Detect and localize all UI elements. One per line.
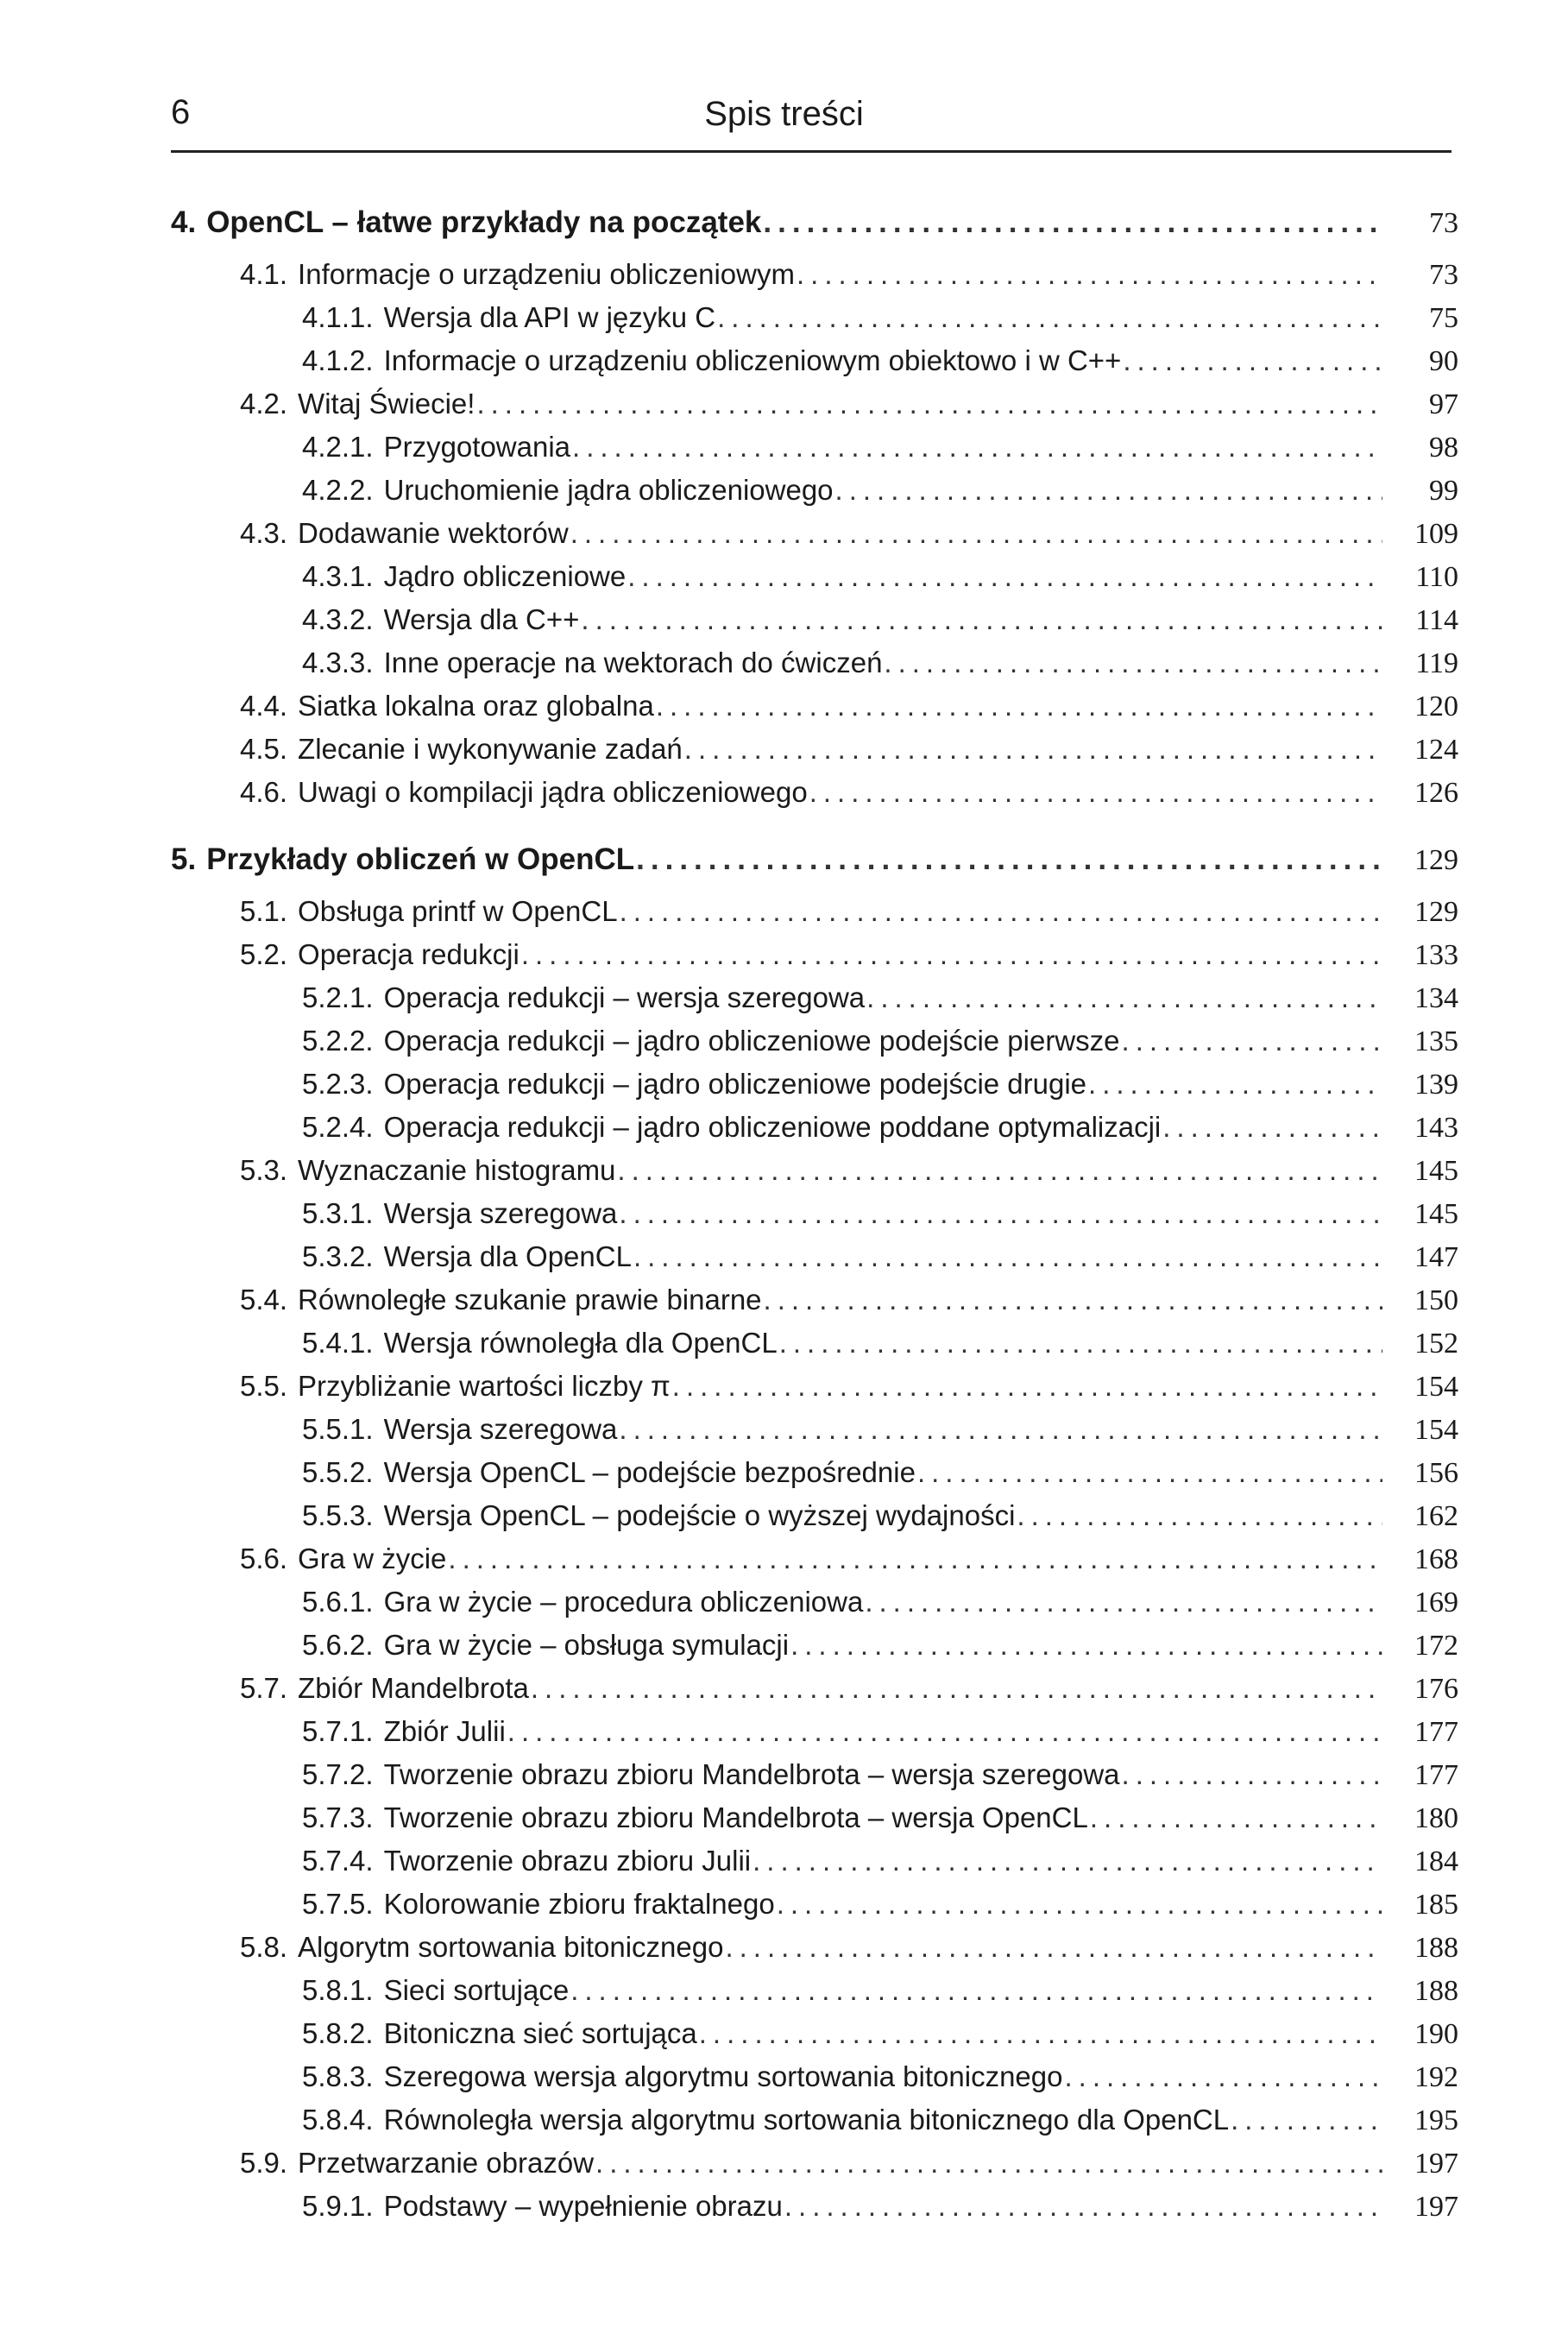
dot-leader: [790, 1626, 1382, 1664]
toc-entry-page: 190: [1414, 2018, 1458, 2050]
toc-subsection-entry: [302, 1842, 1458, 1881]
toc-entry-number: 5.5.: [240, 1370, 288, 1402]
toc-subsection-entry: [302, 342, 1458, 381]
dot-leader: [1065, 2058, 1383, 2096]
toc-entry-title: Dodawanie wektorów: [298, 517, 569, 549]
toc-entry-number: 4.5.: [240, 733, 288, 765]
toc-entry-number: 5.8.3.: [302, 2060, 374, 2092]
dot-leader: [699, 2015, 1382, 2053]
toc-subsection-entry: [302, 1497, 1458, 1536]
toc-entry-number: 4.3.2.: [302, 603, 374, 635]
dot-leader: [725, 1928, 1382, 1966]
dot-leader: [1088, 1065, 1382, 1103]
toc-entry-number: 5.7.2.: [302, 1758, 374, 1790]
toc-entry-page: 192: [1414, 2061, 1458, 2093]
toc-entry-number: 5.9.1.: [302, 2190, 374, 2222]
toc-entry-number: 5.: [171, 842, 197, 876]
toc-section-entry: [240, 1928, 1458, 1967]
toc-entry-page: 152: [1414, 1328, 1458, 1360]
toc-subsection-entry: [302, 1972, 1458, 2010]
dot-leader: [777, 1885, 1382, 1923]
toc-entry-number: 4.2.2.: [302, 474, 374, 506]
toc-section-entry: [240, 1367, 1458, 1406]
toc-section-entry: [240, 936, 1458, 975]
dot-leader: [835, 471, 1382, 509]
toc-entry-title: Algorytm sortowania bitonicznego: [298, 1931, 724, 1963]
dot-leader: [570, 514, 1382, 552]
toc-section-entry: [240, 1669, 1458, 1708]
toc-entry-title: Wersja dla API w języku C: [383, 301, 716, 333]
toc-entry-number: 4.: [171, 205, 197, 239]
toc-subsection-entry: [302, 1583, 1458, 1622]
toc-entry-title: Operacja redukcji – jądro obliczeniowe podejście pierwsze: [383, 1025, 1120, 1057]
dot-leader: [531, 1669, 1382, 1707]
toc-entry-title: OpenCL – łatwe przykłady na początek: [206, 205, 762, 239]
dot-leader: [753, 1842, 1382, 1880]
toc-entry-number: 5.2.4.: [302, 1111, 374, 1143]
dot-leader: [672, 1367, 1382, 1405]
dot-leader: [619, 1410, 1382, 1448]
toc-entry-page: 97: [1429, 388, 1458, 420]
toc-entry-page: 154: [1414, 1414, 1458, 1446]
toc-entry-title: Uwagi o kompilacji jądra obliczeniowego: [298, 776, 808, 808]
dot-leader: [809, 773, 1382, 811]
toc-section-entry: [240, 1281, 1458, 1320]
toc-entry-title: Zbiór Mandelbrota: [298, 1672, 529, 1704]
toc-entry-page: 110: [1415, 561, 1458, 593]
dot-leader: [779, 1324, 1382, 1362]
toc-subsection-entry: [302, 644, 1458, 683]
dot-leader: [595, 2144, 1382, 2182]
toc-subsection-entry: [302, 1410, 1458, 1449]
toc-subsection-entry: [302, 1022, 1458, 1061]
toc-entry-title: Operacja redukcji – wersja szeregowa: [383, 981, 866, 1013]
toc-subsection-entry: [302, 1885, 1458, 1924]
toc-entry-title: Inne operacje na wektorach do ćwiczeń: [383, 647, 883, 678]
dot-leader: [1123, 342, 1382, 380]
toc-entry-page: 114: [1415, 604, 1458, 636]
toc-entry-page: 169: [1414, 1587, 1458, 1618]
toc-entry-page: 177: [1414, 1716, 1458, 1748]
toc-entry-title: Równoległa wersja algorytmu sortowania bitonicznego dla OpenCL: [383, 2104, 1230, 2136]
toc-section-entry: [240, 2144, 1458, 2183]
toc-entry-number: 4.3.: [240, 517, 288, 549]
toc-section-entry: [240, 893, 1458, 931]
toc-entry-number: 4.2.: [240, 388, 288, 420]
page-number: 6: [171, 93, 191, 131]
toc-entry-page: 188: [1414, 1975, 1458, 2007]
dot-leader: [476, 385, 1382, 423]
toc-entry-title: Witaj Świecie!: [298, 388, 475, 420]
toc-entry-title: Uruchomienie jądra obliczeniowego: [383, 474, 834, 506]
toc-entry-page: 168: [1414, 1543, 1458, 1575]
dot-leader: [884, 644, 1382, 682]
dot-leader: [507, 1713, 1382, 1751]
toc-entry-number: 5.5.2.: [302, 1456, 374, 1488]
toc-section-entry: [240, 773, 1458, 812]
toc-subsection-entry: [302, 979, 1458, 1018]
toc-entry-page: 184: [1414, 1845, 1458, 1877]
toc-entry-number: 5.4.: [240, 1284, 288, 1315]
toc-subsection-entry: [302, 1756, 1458, 1795]
toc-entry-number: 4.2.1.: [302, 431, 374, 463]
header-rule: [171, 150, 1452, 153]
dot-leader: [1162, 1108, 1382, 1146]
toc-entry-title: Wersja dla C++: [383, 603, 580, 635]
toc-entry-title: Przygotowania: [383, 431, 571, 463]
toc-entry-number: 5.7.1.: [302, 1715, 374, 1747]
toc-entry-number: 5.7.3.: [302, 1801, 374, 1833]
toc-entry-title: Wersja OpenCL – podejście o wyższej wydajności: [383, 1499, 1016, 1531]
toc-entry-number: 5.7.5.: [302, 1888, 374, 1920]
dot-leader: [1017, 1497, 1382, 1535]
toc-subsection-entry: [302, 2058, 1458, 2097]
toc-entry-title: Wersja OpenCL – podejście bezpośrednie: [383, 1456, 916, 1488]
toc-entry-page: 75: [1429, 302, 1458, 334]
toc-entry-number: 5.7.: [240, 1672, 288, 1704]
toc-entry-number: 5.3.: [240, 1154, 288, 1186]
dot-leader: [620, 893, 1382, 931]
toc-entry-page: 119: [1415, 647, 1458, 679]
toc-subsection-entry: [302, 1065, 1458, 1104]
toc-entry-title: Przykłady obliczeń w OpenCL: [206, 842, 635, 876]
dot-leader: [521, 936, 1382, 974]
toc-entry-number: 5.2.1.: [302, 981, 374, 1013]
toc-entry-page: 145: [1414, 1198, 1458, 1230]
toc-entry-page: 195: [1414, 2104, 1458, 2136]
toc-entry-page: 185: [1414, 1889, 1458, 1921]
toc-chapter-entry: [171, 841, 1458, 880]
toc-entry-page: 162: [1414, 1500, 1458, 1532]
toc-entry-title: Wyznaczanie histogramu: [298, 1154, 616, 1186]
toc-section-entry: [240, 730, 1458, 769]
toc-entry-number: 5.7.4.: [302, 1845, 374, 1877]
dot-leader: [917, 1454, 1382, 1492]
toc-entry-page: 73: [1429, 207, 1458, 239]
dot-leader: [627, 558, 1382, 596]
toc-entry-page: 197: [1414, 2191, 1458, 2223]
toc-entry-title: Obsługa printf w OpenCL: [298, 895, 618, 927]
toc-entry-title: Informacje o urządzeniu obliczeniowym: [298, 258, 795, 290]
toc-entry-title: Informacje o urządzeniu obliczeniowym obiektowo i w C++: [383, 344, 1122, 376]
toc-entry-number: 5.9.: [240, 2147, 288, 2179]
toc-entry-page: 90: [1429, 345, 1458, 377]
toc-entry-number: 5.2.2.: [302, 1025, 374, 1057]
dot-leader: [717, 299, 1382, 337]
dot-leader: [784, 2187, 1382, 2225]
toc-entry-title: Podstawy – wypełnienie obrazu: [383, 2190, 783, 2222]
dot-leader: [633, 1238, 1382, 1276]
toc-entry-page: 156: [1414, 1457, 1458, 1489]
toc-entry-page: 133: [1414, 939, 1458, 971]
toc-entry-number: 4.1.2.: [302, 344, 374, 376]
toc-entry-title: Wersja szeregowa: [383, 1413, 618, 1445]
dot-leader: [763, 204, 1382, 242]
toc-entry-page: 73: [1429, 259, 1458, 291]
toc-entry-page: 147: [1414, 1241, 1458, 1273]
dot-leader: [619, 1195, 1382, 1233]
toc-subsection-entry: [302, 558, 1458, 596]
dot-leader: [1090, 1799, 1382, 1837]
toc-subsection-entry: [302, 299, 1458, 338]
dot-leader: [656, 687, 1382, 725]
toc-entry-page: 129: [1414, 844, 1458, 876]
toc-entry-number: 5.3.2.: [302, 1240, 374, 1272]
toc-entry-title: Przetwarzanie obrazów: [298, 2147, 595, 2179]
dot-leader: [636, 841, 1382, 879]
toc-entry-number: 5.6.2.: [302, 1629, 374, 1661]
dot-leader: [572, 428, 1382, 466]
toc-entry-title: Siatka lokalna oraz globalna: [298, 690, 654, 722]
toc-entry-number: 5.5.3.: [302, 1499, 374, 1531]
toc-entry-title: Gra w życie – procedura obliczeniowa: [383, 1586, 864, 1618]
toc-entry-title: Tworzenie obrazu zbioru Mandelbrota – wersja OpenCL: [383, 1801, 1088, 1833]
dot-leader: [581, 601, 1382, 639]
toc-subsection-entry: [302, 1238, 1458, 1277]
toc-entry-page: 135: [1414, 1025, 1458, 1057]
toc-section-entry: [240, 256, 1458, 294]
toc-subsection-entry: [302, 1108, 1458, 1147]
toc-entry-page: 109: [1414, 518, 1458, 550]
toc-entry-title: Operacja redukcji – jądro obliczeniowe poddane optymalizacji: [383, 1111, 1162, 1143]
toc-entry-number: 4.4.: [240, 690, 288, 722]
toc-subsection-entry: [302, 601, 1458, 640]
toc-entry-page: 99: [1429, 475, 1458, 507]
toc-subsection-entry: [302, 428, 1458, 467]
toc-entry-number: 4.1.1.: [302, 301, 374, 333]
running-title: Spis treści: [704, 95, 864, 133]
toc-entry-page: 172: [1414, 1630, 1458, 1662]
toc-entry-page: 180: [1414, 1802, 1458, 1834]
toc-entry-number: 4.6.: [240, 776, 288, 808]
toc-subsection-entry: [302, 1195, 1458, 1233]
toc-subsection-entry: [302, 2187, 1458, 2226]
toc-entry-title: Zlecanie i wykonywanie zadań: [298, 733, 683, 765]
toc-entry-page: 154: [1414, 1371, 1458, 1403]
toc-entry-title: Tworzenie obrazu zbioru Mandelbrota – wersja szeregowa: [383, 1758, 1120, 1790]
toc-entry-number: 5.3.1.: [302, 1197, 374, 1229]
toc-entry-page: 126: [1414, 777, 1458, 809]
toc-section-entry: [240, 1151, 1458, 1190]
toc-entry-number: 5.8.: [240, 1931, 288, 1963]
toc-entry-title: Kolorowanie zbioru fraktalnego: [383, 1888, 775, 1920]
toc-entry-page: 129: [1414, 896, 1458, 928]
toc-entry-page: 197: [1414, 2148, 1458, 2180]
toc-entry-number: 5.2.: [240, 938, 288, 970]
toc-subsection-entry: [302, 1454, 1458, 1492]
toc-entry-title: Przybliżanie wartości liczby π: [298, 1370, 671, 1402]
toc-chapter-entry: [171, 204, 1458, 243]
dot-leader: [448, 1540, 1382, 1578]
toc-entry-title: Równoległe szukanie prawie binarne: [298, 1284, 762, 1315]
toc-entry-title: Tworzenie obrazu zbioru Julii: [383, 1845, 752, 1877]
dot-leader: [797, 256, 1382, 293]
toc-entry-page: 120: [1414, 691, 1458, 722]
toc-entry-page: 124: [1414, 734, 1458, 766]
dot-leader: [1231, 2101, 1382, 2139]
dot-leader: [684, 730, 1382, 768]
toc-entry-number: 5.2.3.: [302, 1068, 374, 1100]
toc-section-entry: [240, 687, 1458, 726]
toc-entry-title: Bitoniczna sieć sortująca: [383, 2017, 697, 2049]
toc-subsection-entry: [302, 1626, 1458, 1665]
toc-section-entry: [240, 514, 1458, 553]
toc-entry-page: 177: [1414, 1759, 1458, 1791]
toc-entry-page: 188: [1414, 1932, 1458, 1964]
toc-entry-title: Gra w życie – obsługa symulacji: [383, 1629, 790, 1661]
dot-leader: [865, 1583, 1382, 1621]
toc-entry-title: Wersja dla OpenCL: [383, 1240, 632, 1272]
toc-entry-number: 4.3.3.: [302, 647, 374, 678]
toc-entry-number: 5.8.4.: [302, 2104, 374, 2136]
toc-entry-number: 5.1.: [240, 895, 288, 927]
toc-subsection-entry: [302, 1799, 1458, 1838]
toc-entry-page: 134: [1414, 982, 1458, 1014]
toc-entry-number: 5.8.1.: [302, 1974, 374, 2006]
toc-subsection-entry: [302, 1324, 1458, 1363]
dot-leader: [570, 1972, 1382, 2009]
toc-entry-title: Zbiór Julii: [383, 1715, 506, 1747]
dot-leader: [764, 1281, 1382, 1319]
toc-entry-number: 5.8.2.: [302, 2017, 374, 2049]
dot-leader: [1122, 1756, 1382, 1794]
toc-subsection-entry: [302, 2015, 1458, 2054]
dot-leader: [1122, 1022, 1382, 1060]
toc-entry-title: Operacja redukcji – jądro obliczeniowe podejście drugie: [383, 1068, 1087, 1100]
toc-entry-page: 98: [1429, 432, 1458, 464]
dot-leader: [866, 979, 1382, 1017]
toc-entry-title: Wersja równoległa dla OpenCL: [383, 1327, 778, 1359]
toc-entry-title: Jądro obliczeniowe: [383, 560, 627, 592]
toc-section-entry: [240, 385, 1458, 424]
toc-entry-number: 4.1.: [240, 258, 288, 290]
toc-subsection-entry: [302, 471, 1458, 510]
toc-entry-number: 5.5.1.: [302, 1413, 374, 1445]
toc-entry-title: Sieci sortujące: [383, 1974, 570, 2006]
toc-entry-title: Operacja redukcji: [298, 938, 520, 970]
toc-entry-page: 150: [1414, 1284, 1458, 1316]
toc-entry-title: Wersja szeregowa: [383, 1197, 618, 1229]
toc-entry-number: 5.4.1.: [302, 1327, 374, 1359]
toc-entry-page: 176: [1414, 1673, 1458, 1705]
toc-entry-number: 5.6.: [240, 1543, 288, 1574]
toc-entry-page: 139: [1414, 1069, 1458, 1101]
toc-entry-number: 5.6.1.: [302, 1586, 374, 1618]
toc-entry-page: 145: [1414, 1155, 1458, 1187]
toc-section-entry: [240, 1540, 1458, 1579]
toc-entry-page: 143: [1414, 1112, 1458, 1144]
toc-entry-title: Gra w życie: [298, 1543, 447, 1574]
toc-entry-title: Szeregowa wersja algorytmu sortowania bitonicznego: [383, 2060, 1063, 2092]
toc-subsection-entry: [302, 2101, 1458, 2140]
dot-leader: [617, 1151, 1382, 1189]
toc-subsection-entry: [302, 1713, 1458, 1751]
toc-entry-number: 4.3.1.: [302, 560, 374, 592]
